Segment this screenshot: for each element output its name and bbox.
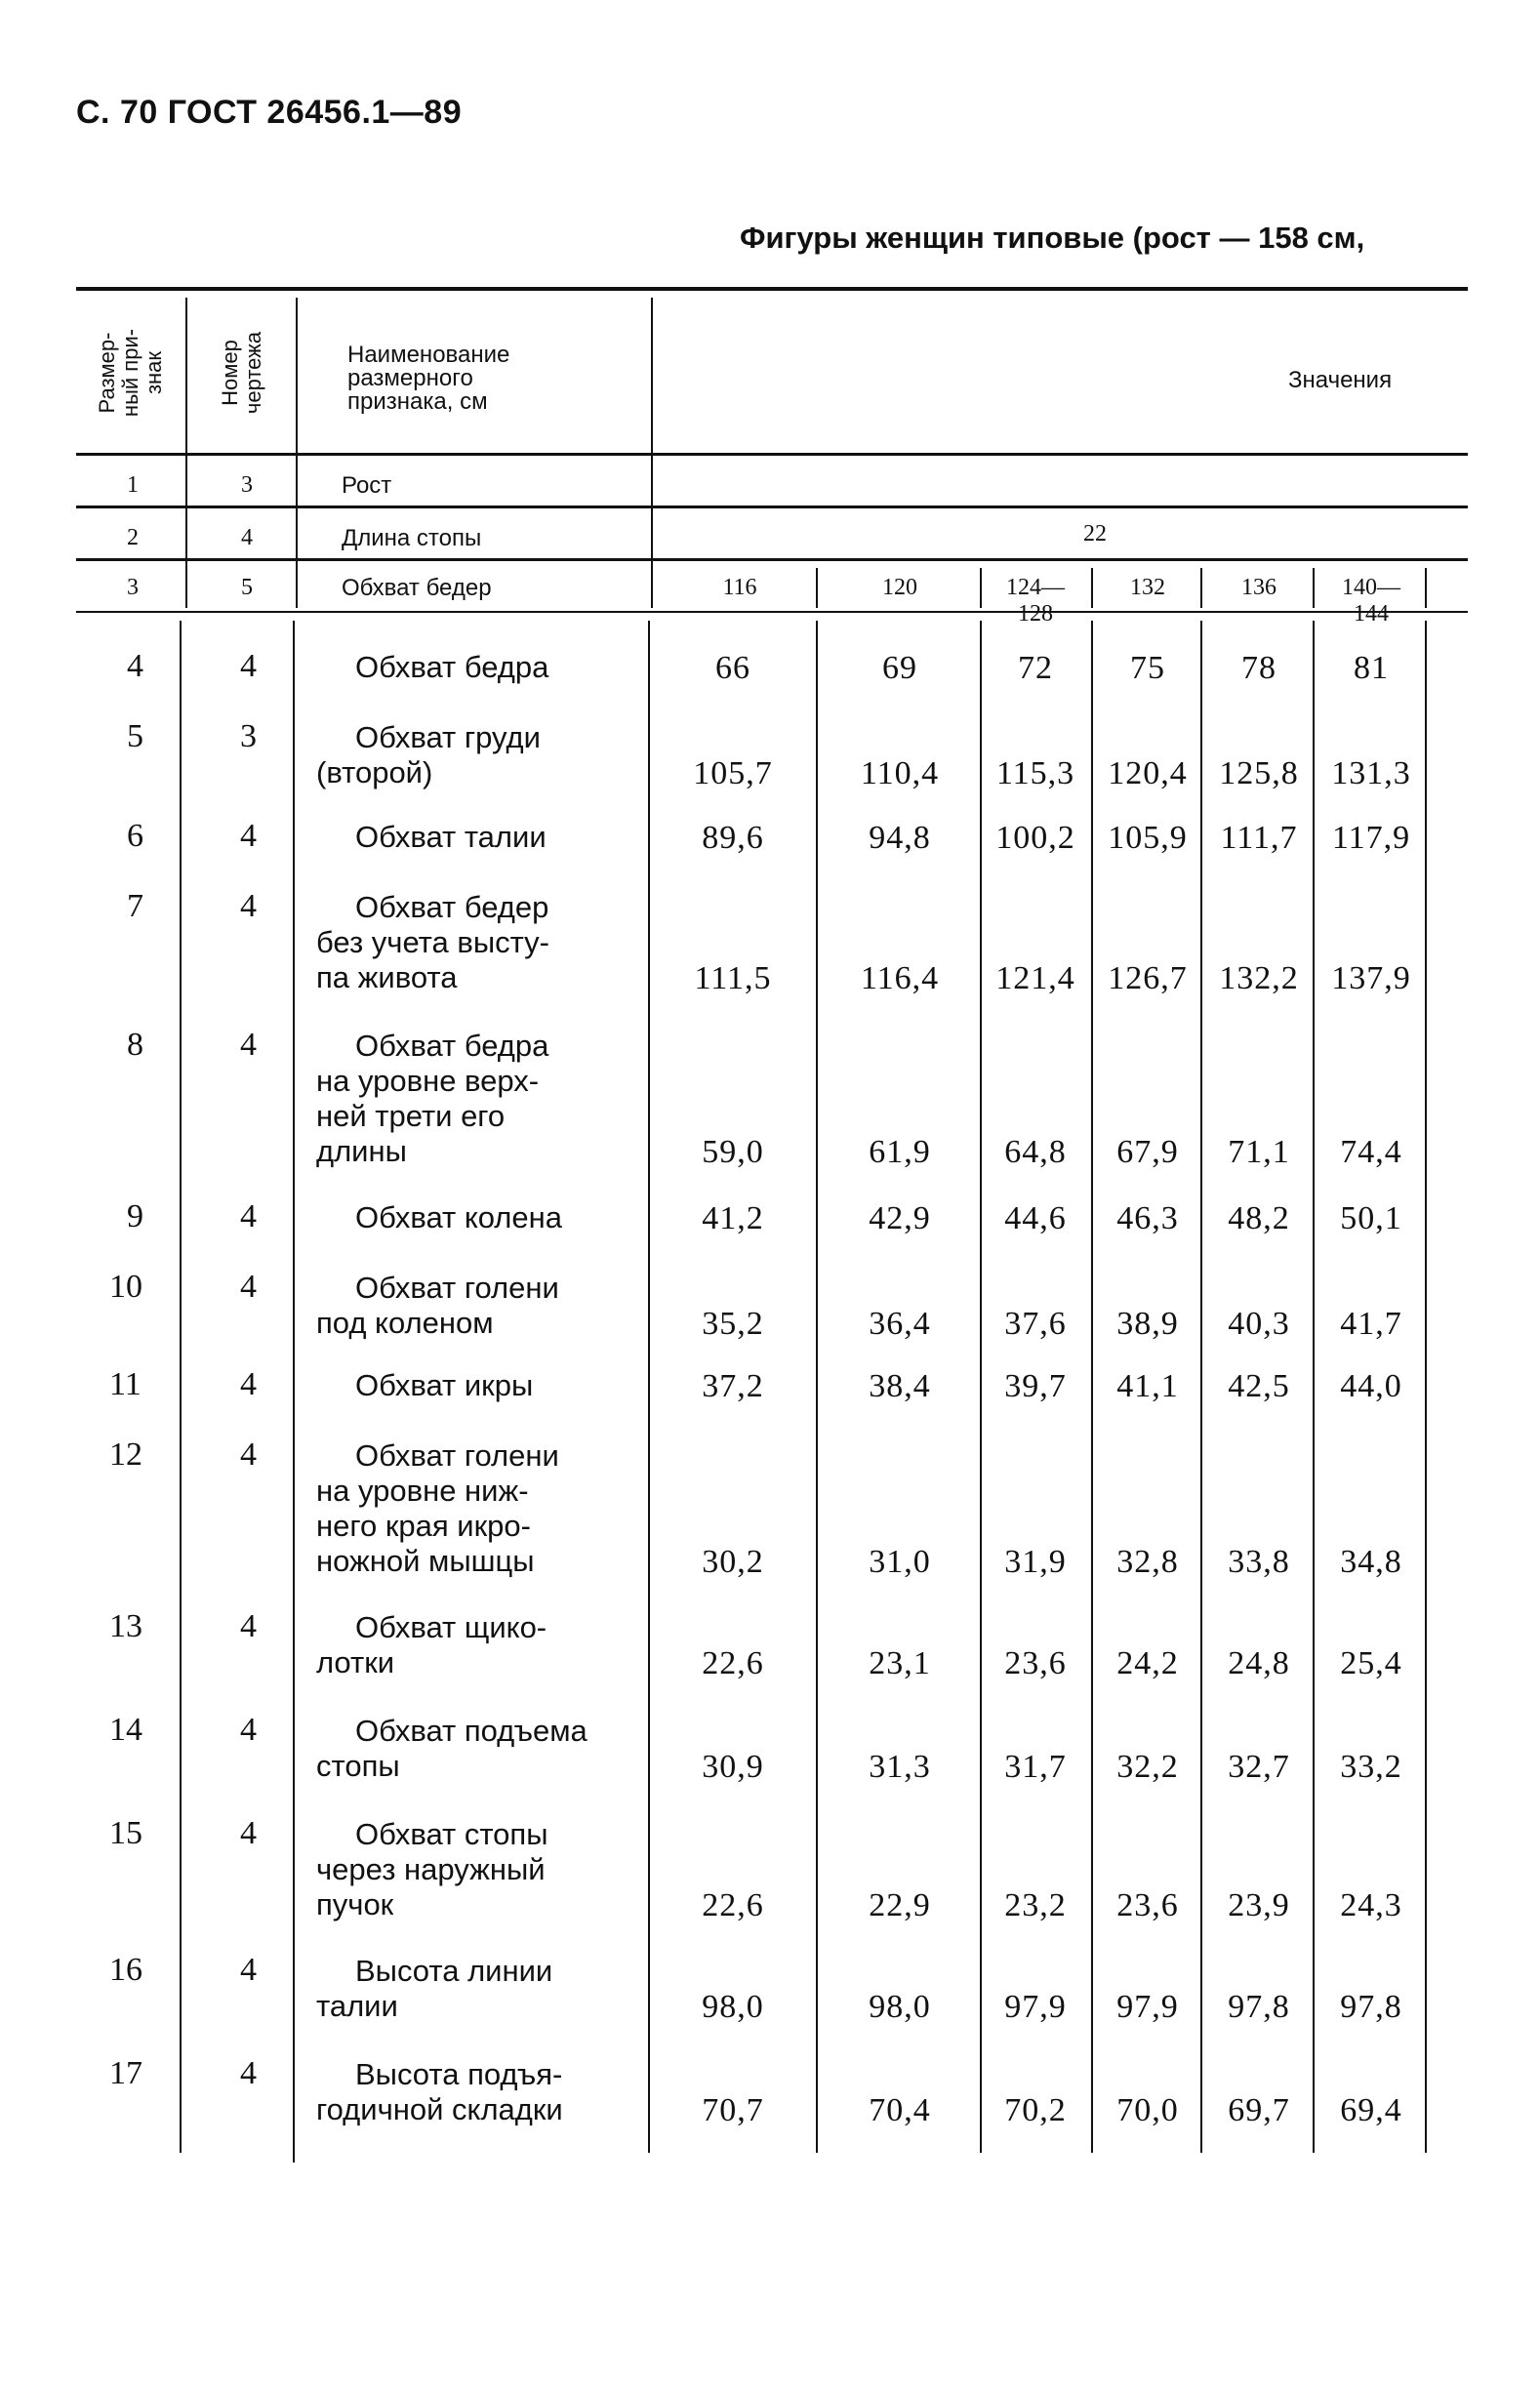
column-divider: [1313, 568, 1315, 608]
feature-name-line: пучок: [316, 1887, 394, 1921]
row-number: 2: [127, 525, 139, 550]
value-cell: 31,9: [1004, 1544, 1067, 1580]
feature-name-line: Высота подъя-: [355, 2057, 563, 2091]
feature-name-line: Обхват колена: [355, 1200, 562, 1234]
feature-name: [312, 1610, 644, 1680]
value-cell: 36,4: [869, 1306, 931, 1342]
value-cell: 67,9: [1116, 1134, 1179, 1170]
value-cell: 23,6: [1004, 1645, 1067, 1681]
feature-name-line: Обхват стопы: [355, 1817, 548, 1851]
value-cell: 100,2: [995, 820, 1075, 856]
feature-name: Обхват бедер: [342, 575, 492, 601]
drawing-number: 4: [240, 1269, 257, 1305]
value-cell: 38,4: [869, 1368, 931, 1404]
row-number: 14: [109, 1712, 142, 1748]
feature-name: Рост: [342, 472, 392, 499]
value-cell: 33,8: [1228, 1544, 1290, 1580]
value-cell: 44,0: [1340, 1368, 1402, 1404]
row-number: 11: [109, 1366, 142, 1402]
row-rule: [76, 558, 1468, 561]
row-number: 16: [109, 1952, 142, 1988]
feature-name-line: Обхват щико-: [355, 1610, 547, 1644]
feature-name-line: Высота линии: [355, 1954, 553, 1988]
value-cell: 69,7: [1228, 2092, 1290, 2128]
value-cell: 111,5: [694, 960, 772, 996]
value-cell: 42,5: [1228, 1368, 1290, 1404]
value-cell: 78: [1241, 650, 1277, 686]
value-cell: 97,8: [1340, 1989, 1402, 2025]
value-cell: 37,2: [702, 1368, 764, 1404]
value-cell: 75: [1130, 650, 1165, 686]
column-divider: [651, 298, 653, 608]
row-number: 12: [109, 1436, 142, 1473]
feature-name: [312, 1200, 644, 1235]
value-cell: 110,4: [860, 755, 940, 791]
column-divider: [293, 621, 295, 2163]
value-cell: 97,9: [1004, 1989, 1067, 2025]
column-divider: [1091, 621, 1093, 2153]
value-cell: 74,4: [1340, 1134, 1402, 1170]
column-divider: [1425, 568, 1427, 608]
value-cell: 24,8: [1228, 1645, 1290, 1681]
column-divider: [296, 298, 298, 608]
value-cell: 70,4: [869, 2092, 931, 2128]
feature-name-line: ножной мышцы: [316, 1544, 535, 1578]
feature-name: [312, 650, 644, 685]
row-number: 4: [127, 648, 143, 684]
value-cell: 69,4: [1340, 2092, 1402, 2128]
value-cell: 98,0: [869, 1989, 931, 2025]
feature-name-line: длины: [316, 1134, 407, 1168]
value-cell: 31,7: [1004, 1749, 1067, 1785]
feature-name-line: Обхват голени: [355, 1271, 559, 1305]
feature-name: [312, 1029, 644, 1169]
drawing-number: 4: [240, 2055, 257, 2091]
drawing-number: 3: [241, 472, 253, 498]
column-divider: [1313, 621, 1315, 2153]
value-cell: 22: [1083, 521, 1107, 546]
value-cell: 32,8: [1116, 1544, 1179, 1580]
feature-name-line: Обхват бедра: [355, 650, 549, 684]
feature-name: [312, 1714, 644, 1784]
row-number: 10: [109, 1269, 142, 1305]
value-cell: 137,9: [1331, 960, 1411, 996]
value-cell: 59,0: [702, 1134, 764, 1170]
feature-name-line: стопы: [316, 1749, 400, 1783]
column-divider: [1091, 568, 1093, 608]
value-cell: 25,4: [1340, 1645, 1402, 1681]
value-cell: 97,8: [1228, 1989, 1290, 2025]
feature-name-line: Обхват бедра: [355, 1029, 549, 1063]
header-feature-number: Размер- ный при- знак: [95, 328, 166, 418]
value-cell: 50,1: [1340, 1200, 1402, 1236]
value-cell: 24,3: [1340, 1887, 1402, 1923]
table-top-rule: [76, 287, 1468, 291]
value-cell: 69: [882, 650, 917, 686]
drawing-number: 4: [240, 888, 257, 924]
drawing-number: 4: [240, 1366, 257, 1402]
value-cell: 30,2: [702, 1544, 764, 1580]
table-title: Фигуры женщин типовые (рост — 158 см,: [740, 221, 1365, 255]
feature-name-line: ней трети его: [316, 1099, 506, 1133]
row-number: 6: [127, 818, 143, 854]
value-cell: 64,8: [1004, 1134, 1067, 1170]
drawing-number: 4: [240, 1815, 257, 1851]
value-cell: 70,7: [702, 2092, 764, 2128]
drawing-number: 4: [240, 1952, 257, 1988]
feature-name: Длина стопы: [342, 525, 482, 551]
feature-name-line: под коленом: [316, 1306, 494, 1340]
drawing-number: 4: [240, 818, 257, 854]
column-divider: [1200, 568, 1202, 608]
value-cell: 126,7: [1108, 960, 1188, 996]
header-drawing-number: Номер чертежа: [218, 331, 265, 415]
value-cell: 116: [722, 575, 757, 600]
value-cell: 98,0: [702, 1989, 764, 2025]
feature-name-line: него края икро-: [316, 1509, 531, 1543]
page-header: С. 70 ГОСТ 26456.1—89: [76, 94, 463, 131]
drawing-number: 4: [240, 1027, 257, 1063]
feature-name-line: Обхват талии: [355, 820, 547, 854]
value-cell: 48,2: [1228, 1200, 1290, 1236]
feature-name-line: Обхват груди: [355, 720, 541, 754]
feature-name-line: годичной складки: [316, 2092, 563, 2126]
value-cell: 37,6: [1004, 1306, 1067, 1342]
row-number: 5: [127, 718, 143, 754]
feature-name: [312, 1368, 644, 1403]
column-divider: [816, 568, 818, 608]
value-cell: 105,7: [693, 755, 773, 791]
value-cell: 97,9: [1116, 1989, 1179, 2025]
drawing-number: 3: [240, 718, 257, 754]
value-cell: 30,9: [702, 1749, 764, 1785]
row-rule: [76, 611, 1468, 613]
feature-name: [312, 1271, 644, 1341]
row-number: 8: [127, 1027, 143, 1063]
value-cell: 41,7: [1340, 1306, 1402, 1342]
feature-name: [312, 1438, 644, 1579]
value-cell: 22,6: [702, 1887, 764, 1923]
value-cell: 22,6: [702, 1645, 764, 1681]
feature-name: [312, 820, 644, 855]
value-cell: 66: [715, 650, 750, 686]
value-cell: 71,1: [1228, 1134, 1290, 1170]
drawing-number: 4: [241, 525, 253, 550]
row-number: 9: [127, 1198, 143, 1234]
feature-name-line: па живота: [316, 960, 458, 994]
value-cell: 121,4: [995, 960, 1075, 996]
value-cell: 23,9: [1228, 1887, 1290, 1923]
value-cell: 72: [1018, 650, 1053, 686]
column-divider: [185, 298, 187, 608]
column-divider: [980, 568, 982, 608]
drawing-number: 4: [240, 1198, 257, 1234]
column-divider: [180, 621, 182, 2153]
row-number: 3: [127, 575, 139, 600]
feature-name: [312, 1954, 644, 2024]
value-cell: 34,8: [1340, 1544, 1402, 1580]
feature-name-line: лотки: [316, 1645, 395, 1679]
feature-name: [312, 2057, 644, 2127]
value-cell: 35,2: [702, 1306, 764, 1342]
feature-name-line: без учета высту-: [316, 925, 549, 959]
value-cell: 70,0: [1116, 2092, 1179, 2128]
value-cell: 125,8: [1219, 755, 1299, 791]
feature-name-line: Обхват подъема: [355, 1714, 588, 1748]
value-cell: 31,0: [869, 1544, 931, 1580]
value-cell: 105,9: [1108, 820, 1188, 856]
value-cell: 131,3: [1331, 755, 1411, 791]
value-cell: 23,2: [1004, 1887, 1067, 1923]
drawing-number: 4: [240, 648, 257, 684]
value-cell: 46,3: [1116, 1200, 1179, 1236]
column-divider: [648, 621, 650, 2153]
value-cell: 132: [1130, 575, 1165, 600]
drawing-number: 5: [241, 575, 253, 600]
feature-name-line: на уровне ниж-: [316, 1474, 529, 1508]
feature-name: [312, 890, 644, 995]
feature-name: [312, 1817, 644, 1922]
value-cell: 32,7: [1228, 1749, 1290, 1785]
feature-name-line: Обхват голени: [355, 1438, 559, 1473]
feature-name-line: через наружный: [316, 1852, 546, 1886]
value-cell: 23,1: [869, 1645, 931, 1681]
feature-name-line: на уровне верх-: [316, 1064, 540, 1098]
value-cell: 33,2: [1340, 1749, 1402, 1785]
value-cell: 111,7: [1220, 820, 1298, 856]
feature-name-line: Обхват бедер: [355, 890, 549, 924]
row-number: 7: [127, 888, 143, 924]
row-rule: [76, 506, 1468, 508]
value-cell: 116,4: [860, 960, 940, 996]
value-cell: 40,3: [1228, 1306, 1290, 1342]
column-divider: [1425, 621, 1427, 2153]
value-cell: 136: [1241, 575, 1277, 600]
drawing-number: 4: [240, 1608, 257, 1644]
value-cell: 120: [882, 575, 917, 600]
row-number: 17: [109, 2055, 142, 2091]
value-cell: 22,9: [869, 1887, 931, 1923]
value-cell: 81: [1354, 650, 1389, 686]
header-feature-name: Наименование размерного признака, см: [347, 342, 510, 415]
feature-name-line: (второй): [316, 755, 433, 789]
value-cell: 94,8: [869, 820, 931, 856]
row-number: 1: [127, 472, 139, 498]
value-cell: 89,6: [702, 820, 764, 856]
value-cell: 120,4: [1108, 755, 1188, 791]
value-cell: 132,2: [1219, 960, 1299, 996]
header-values: Значения: [1288, 367, 1393, 393]
value-cell: 70,2: [1004, 2092, 1067, 2128]
column-divider: [816, 621, 818, 2153]
value-cell: 41,2: [702, 1200, 764, 1236]
value-cell: 44,6: [1004, 1200, 1067, 1236]
value-cell: 23,6: [1116, 1887, 1179, 1923]
value-cell: 117,9: [1331, 820, 1411, 856]
value-cell: 124—128: [1006, 575, 1065, 627]
value-cell: 32,2: [1116, 1749, 1179, 1785]
row-number: 13: [109, 1608, 142, 1644]
value-cell: 115,3: [995, 755, 1075, 791]
row-number: 15: [109, 1815, 142, 1851]
value-cell: 41,1: [1116, 1368, 1179, 1404]
feature-name-line: Обхват икры: [355, 1368, 534, 1402]
value-cell: 39,7: [1004, 1368, 1067, 1404]
value-cell: 61,9: [869, 1134, 931, 1170]
value-cell: 24,2: [1116, 1645, 1179, 1681]
value-cell: 140—144: [1342, 575, 1400, 627]
drawing-number: 4: [240, 1712, 257, 1748]
feature-name-line: талии: [316, 1989, 398, 2023]
value-cell: 31,3: [869, 1749, 931, 1785]
header-bottom-rule: [76, 453, 1468, 456]
drawing-number: 4: [240, 1436, 257, 1473]
feature-name: [312, 720, 644, 790]
value-cell: 42,9: [869, 1200, 931, 1236]
value-cell: 38,9: [1116, 1306, 1179, 1342]
